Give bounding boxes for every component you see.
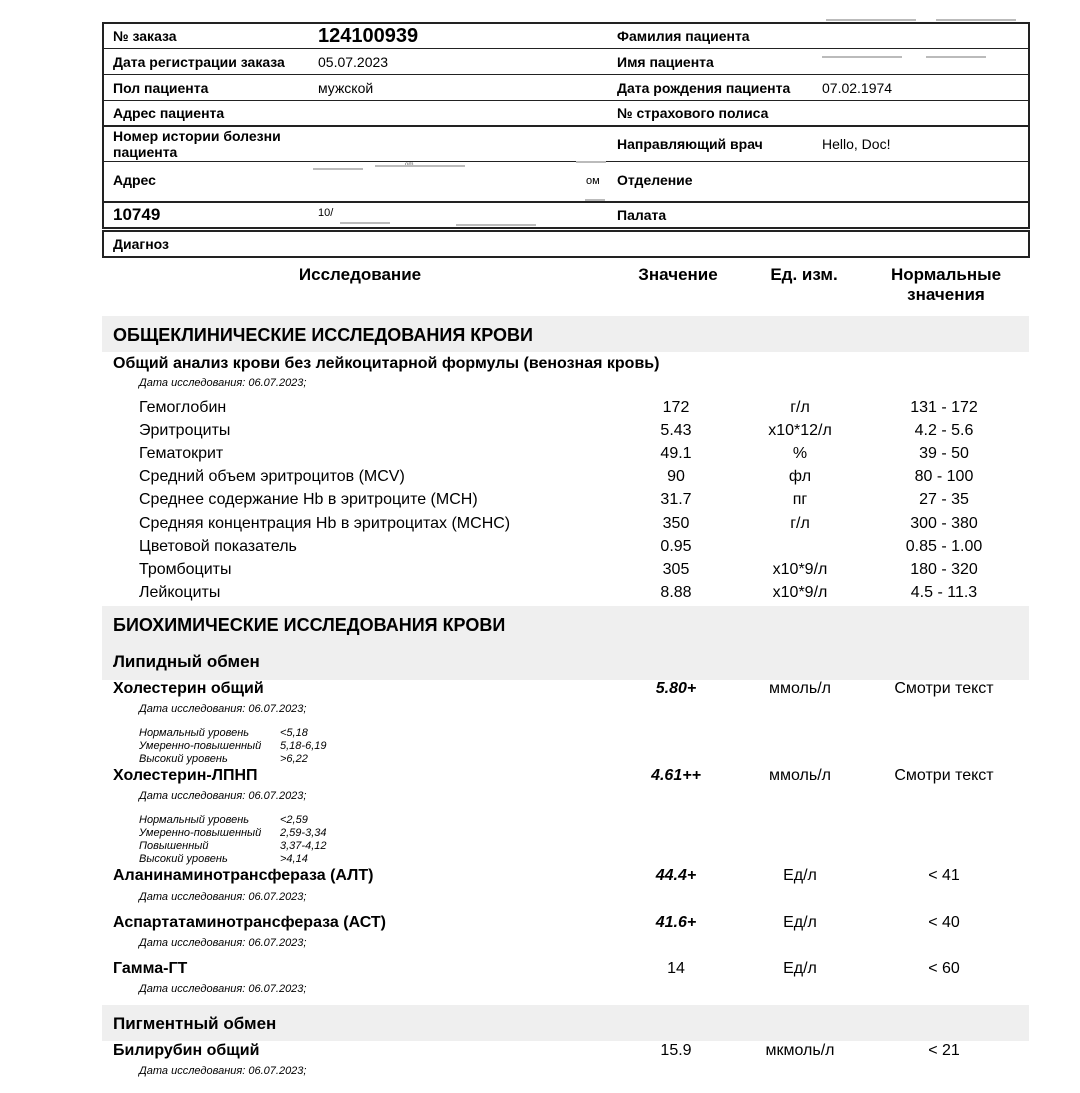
cbc-unit: г/л (790, 399, 810, 416)
reg-date-label: Дата регистрации заказа (113, 54, 285, 70)
reg-date: 05.07.2023 (318, 54, 389, 70)
cbc-norm: 27 - 35 (919, 491, 969, 508)
code-value: 10749 (113, 205, 161, 224)
history-label-line2: пациента (113, 144, 178, 160)
cbc-unit: фл (788, 468, 812, 485)
subsection-pigment: Пигментный обмен (113, 1014, 277, 1033)
alt-unit: Ед/л (783, 867, 817, 884)
cbc-value: 49.1 (660, 445, 692, 462)
birth-date-label: Дата рождения пациента (617, 80, 791, 96)
bili-name: Билирубин общий (113, 1042, 260, 1059)
cbc-title: Общий анализ крови без лейкоцитарной формулы (венозная кровь) (113, 355, 660, 372)
chol-norm: Смотри текст (894, 680, 994, 697)
note-range: >6,22 (280, 753, 308, 765)
cbc-value: 5.43 (660, 422, 692, 439)
ggt-date: Дата исследования: 06.07.2023; (139, 983, 307, 995)
col-unit: Ед. изм. (770, 265, 838, 284)
addr-fragment-2: ом (586, 175, 600, 187)
sex-value: мужской (318, 80, 374, 96)
cbc-name: Эритроциты (139, 422, 231, 439)
cbc-norm: 4.5 - 11.3 (910, 584, 978, 601)
cbc-unit: % (792, 445, 808, 462)
cbc-name: Гемоглобин (139, 399, 227, 416)
cbc-unit: x10*9/л (772, 561, 828, 578)
ast-unit: Ед/л (783, 914, 817, 931)
cbc-value: 31.7 (660, 491, 692, 508)
cbc-norm: 0.85 - 1.00 (905, 538, 983, 555)
note-label: Высокий уровень (139, 753, 228, 765)
ggt-name: Гамма-ГТ (113, 960, 188, 977)
note-range: 2,59-3,34 (280, 827, 327, 839)
col-study: Исследование (298, 265, 422, 284)
col-normal-line1: Нормальные (890, 265, 1002, 284)
note-label: Умеренно-повышенный (139, 740, 262, 752)
ast-value: 41.6+ (655, 914, 697, 931)
cbc-name: Лейкоциты (139, 584, 221, 601)
bili-value: 15.9 (660, 1042, 692, 1059)
cbc-unit: г/л (790, 515, 810, 532)
cbc-unit: x10*12/л (768, 422, 832, 439)
note-range: <5,18 (280, 727, 308, 739)
ldl-unit: ммоль/л (769, 767, 831, 784)
cbc-norm: 4.2 - 5.6 (914, 422, 974, 439)
col-value: Значение (638, 265, 718, 284)
address-label: Адрес пациента (113, 105, 225, 121)
section-clinical: ОБЩЕКЛИНИЧЕСКИЕ ИССЛЕДОВАНИЯ КРОВИ (113, 325, 533, 345)
ast-name: Аспартатаминотрансфераза (АСТ) (113, 914, 386, 931)
note-range: 5,18-6,19 (280, 740, 327, 752)
bili-norm: < 21 (928, 1042, 960, 1059)
ldl-date: Дата исследования: 06.07.2023; (139, 790, 307, 802)
patient-surname-label: Фамилия пациента (617, 28, 750, 44)
ldl-name: Холестерин-ЛПНП (113, 767, 258, 784)
bili-date: Дата исследования: 06.07.2023; (139, 1065, 307, 1077)
department-label: Отделение (617, 172, 693, 188)
addr-label: Адрес (113, 172, 156, 188)
ast-norm: < 40 (928, 914, 960, 931)
cbc-norm: 180 - 320 (910, 561, 978, 578)
alt-value: 44.4+ (655, 867, 697, 884)
note-range: <2,59 (280, 814, 308, 826)
ggt-norm: < 60 (928, 960, 960, 977)
cbc-norm: 80 - 100 (914, 468, 974, 485)
birth-date: 07.02.1974 (822, 80, 893, 96)
cbc-date: Дата исследования: 06.07.2023; (139, 377, 307, 389)
doctor-label: Направляющий врач (617, 136, 763, 152)
cbc-name: Средний объем эритроцитов (MCV) (139, 468, 405, 485)
cbc-value: 8.88 (660, 584, 692, 601)
cbc-name: Цветовой показатель (139, 538, 297, 555)
ward-label: Палата (617, 207, 667, 223)
diagnosis-label: Диагноз (113, 236, 169, 252)
cbc-value: 350 (662, 515, 690, 532)
ldl-norm: Смотри текст (894, 767, 994, 784)
patient-name-label: Имя пациента (617, 54, 714, 70)
section-biochem: БИОХИМИЧЕСКИЕ ИССЛЕДОВАНИЯ КРОВИ (113, 615, 506, 635)
order-no: 124100939 (318, 25, 419, 47)
code-fragment: 10/ (318, 207, 334, 219)
cbc-name: Средняя концентрация Hb в эритроцитах (MCHC) (139, 515, 511, 532)
note-label: Умеренно-повышенный (139, 827, 262, 839)
policy-label: № страхового полиса (617, 105, 769, 121)
diagnosis-box (102, 230, 1030, 258)
chol-value: 5.80+ (655, 680, 697, 697)
note-label: Высокий уровень (139, 853, 228, 865)
alt-date: Дата исследования: 06.07.2023; (139, 891, 307, 903)
alt-norm: < 41 (928, 867, 960, 884)
chol-unit: ммоль/л (769, 680, 831, 697)
cbc-value: 305 (662, 561, 690, 578)
order-no-label: № заказа (113, 28, 177, 44)
note-range: 3,37-4,12 (280, 840, 327, 852)
chol-date: Дата исследования: 06.07.2023; (139, 703, 307, 715)
cbc-name: Среднее содержание Hb в эритроците (MCH) (139, 491, 478, 508)
cbc-norm: 39 - 50 (919, 445, 969, 462)
ggt-unit: Ед/л (783, 960, 817, 977)
col-normal-line2: значения (907, 285, 985, 304)
note-label: Нормальный уровень (139, 727, 250, 739)
cbc-norm: 300 - 380 (910, 515, 978, 532)
alt-name: Аланинаминотрансфераза (АЛТ) (113, 867, 374, 884)
note-range: >4,14 (280, 853, 308, 865)
subsection-lipid: Липидный обмен (113, 652, 260, 671)
cbc-value: 0.95 (660, 538, 692, 555)
chol-name: Холестерин общий (113, 680, 264, 697)
doctor-value: Hello, Doc! (822, 136, 891, 152)
cbc-value: 90 (667, 468, 685, 485)
ggt-value: 14 (667, 960, 685, 977)
bili-unit: мкмоль/л (765, 1042, 835, 1059)
note-label: Повышенный (139, 840, 209, 852)
cbc-unit: пг (792, 491, 808, 508)
sex-label: Пол пациента (113, 80, 209, 96)
ldl-value: 4.61++ (651, 767, 701, 784)
cbc-name: Гематокрит (139, 445, 224, 462)
history-label-line1: Номер истории болезни (113, 128, 281, 144)
cbc-name: Тромбоциты (139, 561, 232, 578)
cbc-unit: x10*9/л (772, 584, 828, 601)
ast-date: Дата исследования: 06.07.2023; (139, 937, 307, 949)
cbc-norm: 131 - 172 (910, 399, 978, 416)
cbc-value: 172 (662, 399, 690, 416)
note-label: Нормальный уровень (139, 814, 250, 826)
